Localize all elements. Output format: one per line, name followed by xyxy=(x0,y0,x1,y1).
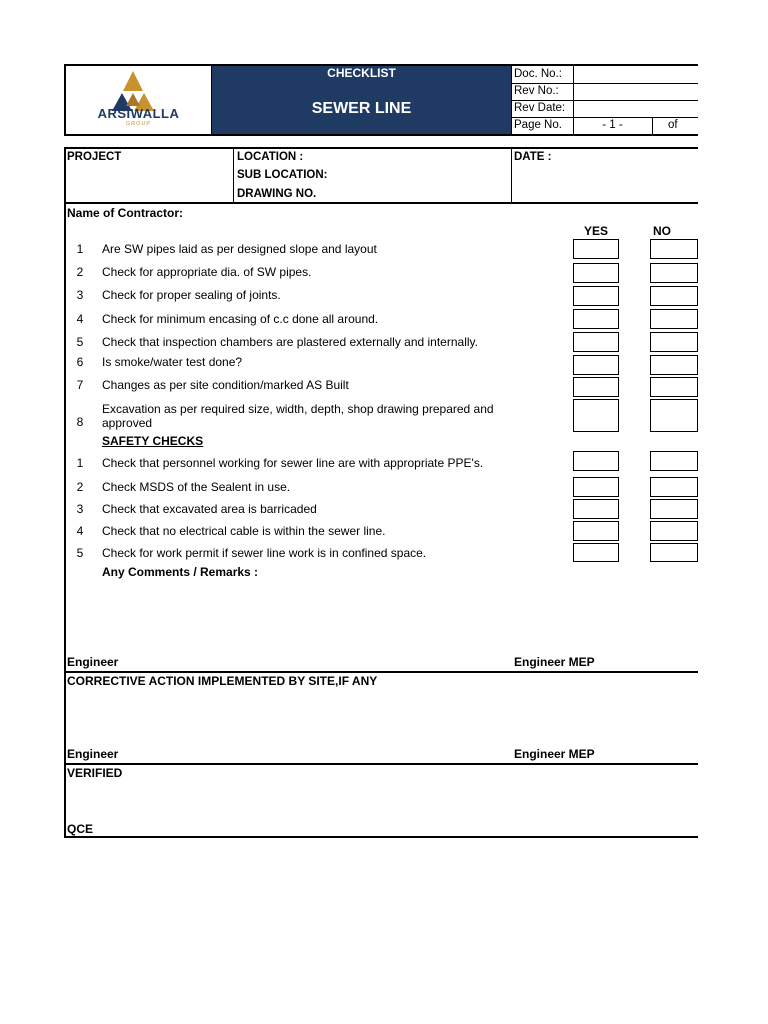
yes-column-header: YES xyxy=(583,224,608,238)
page-of-label: of xyxy=(668,119,678,131)
yes-checkbox[interactable] xyxy=(573,286,619,306)
item-number: 2 xyxy=(76,480,84,494)
item-text: Check that no electrical cable is within the sewer line. xyxy=(102,524,386,538)
no-checkbox[interactable] xyxy=(650,309,698,329)
engineer-mep-signature-label: Engineer MEP xyxy=(514,747,595,761)
drawing-no-label: DRAWING NO. xyxy=(237,188,317,200)
item-text: Is smoke/water test done? xyxy=(102,355,243,369)
qce-label: QCE xyxy=(67,822,94,836)
item-number: 8 xyxy=(76,415,84,429)
no-checkbox[interactable] xyxy=(650,499,698,519)
logo-sub: GROUP xyxy=(125,121,152,127)
item-text: Check for minimum encasing of c.c done all around. xyxy=(102,312,379,326)
item-number: 4 xyxy=(76,312,84,326)
yes-checkbox[interactable] xyxy=(573,451,619,471)
item-text: Check that personnel working for sewer line are with appropriate PPE's. xyxy=(102,456,484,470)
yes-checkbox[interactable] xyxy=(573,399,619,432)
corrective-action-label: CORRECTIVE ACTION IMPLEMENTED BY SITE,IF ANY xyxy=(67,674,378,688)
engineer-signature-label: Engineer xyxy=(67,655,119,669)
no-checkbox[interactable] xyxy=(650,239,698,259)
item-number: 1 xyxy=(76,456,84,470)
item-number: 2 xyxy=(76,265,84,279)
rev-date-label: Rev Date: xyxy=(514,102,566,114)
date-label: DATE : xyxy=(514,151,552,163)
item-text: Check for work permit if sewer line work is in confined space. xyxy=(102,546,427,560)
item-text: Check for proper sealing of joints. xyxy=(102,288,281,302)
no-checkbox[interactable] xyxy=(650,543,698,562)
item-text: Check that inspection chambers are plastered externally and internally. xyxy=(102,335,478,349)
yes-checkbox[interactable] xyxy=(573,543,619,562)
yes-checkbox[interactable] xyxy=(573,332,619,352)
contractor-label: Name of Contractor: xyxy=(67,206,184,220)
item-text: Check for appropriate dia. of SW pipes. xyxy=(102,265,312,279)
item-text-line1: Excavation as per required size, width, depth, shop drawing prepared and xyxy=(102,402,494,416)
item-number: 4 xyxy=(76,524,84,538)
engineer-signature-label: Engineer xyxy=(67,747,119,761)
no-checkbox[interactable] xyxy=(650,332,698,352)
sub-location-label: SUB LOCATION: xyxy=(237,169,328,181)
checklist-label: CHECKLIST xyxy=(327,66,396,80)
item-text: Check that excavated area is barricaded xyxy=(102,502,317,516)
item-text: Changes as per site condition/marked AS Built xyxy=(102,378,349,392)
yes-checkbox[interactable] xyxy=(573,477,619,497)
rev-no-label: Rev No.: xyxy=(514,85,559,97)
no-checkbox[interactable] xyxy=(650,477,698,497)
item-text: Are SW pipes laid as per designed slope and layout xyxy=(102,242,377,256)
yes-checkbox[interactable] xyxy=(573,239,619,259)
item-number: 5 xyxy=(76,335,84,349)
yes-checkbox[interactable] xyxy=(573,309,619,329)
yes-checkbox[interactable] xyxy=(573,263,619,283)
page-no-label: Page No. xyxy=(514,119,562,131)
item-text: Check MSDS of the Sealent in use. xyxy=(102,480,291,494)
no-checkbox[interactable] xyxy=(650,355,698,375)
project-label: PROJECT xyxy=(67,151,122,163)
no-checkbox[interactable] xyxy=(650,521,698,541)
engineer-mep-signature-label: Engineer MEP xyxy=(514,655,595,669)
document-title: SEWER LINE xyxy=(311,100,412,117)
no-column-header: NO xyxy=(653,224,671,238)
no-checkbox[interactable] xyxy=(650,263,698,283)
no-checkbox[interactable] xyxy=(650,286,698,306)
item-number: 6 xyxy=(76,355,84,369)
item-number: 5 xyxy=(76,546,84,560)
no-checkbox[interactable] xyxy=(650,399,698,432)
comments-label: Any Comments / Remarks : xyxy=(102,565,259,579)
logo-name: ARSIWALLA xyxy=(97,106,180,121)
safety-heading: SAFETY CHECKS xyxy=(102,434,204,448)
location-label: LOCATION : xyxy=(237,151,304,163)
page-no-value: - 1 - xyxy=(602,119,623,131)
item-text-line2: approved xyxy=(102,416,153,430)
no-checkbox[interactable] xyxy=(650,377,698,397)
item-number: 3 xyxy=(76,288,84,302)
item-number: 1 xyxy=(76,242,84,256)
item-number: 3 xyxy=(76,502,84,516)
doc-no-label: Doc. No.: xyxy=(514,68,562,80)
yes-checkbox[interactable] xyxy=(573,355,619,375)
verified-label: VERIFIED xyxy=(67,766,123,780)
yes-checkbox[interactable] xyxy=(573,377,619,397)
company-logo xyxy=(66,66,211,134)
item-number: 7 xyxy=(76,378,84,392)
no-checkbox[interactable] xyxy=(650,451,698,471)
yes-checkbox[interactable] xyxy=(573,521,619,541)
yes-checkbox[interactable] xyxy=(573,499,619,519)
